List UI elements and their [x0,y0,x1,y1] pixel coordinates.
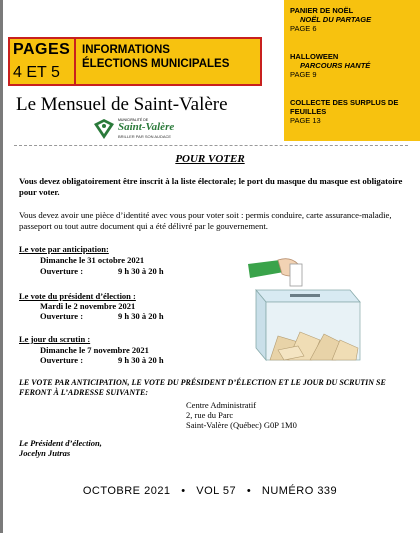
pages-topic-line2: ÉLECTIONS MUNICIPALES [82,58,230,70]
section-hours: 9 h 30 à 20 h [118,266,164,276]
logo-name: Saint-Valère [118,121,175,133]
issue-footer [0,485,420,497]
section-title: Le vote par anticipation: [19,244,109,254]
article-heading: POUR VOTER [175,153,245,165]
contents-item-page: PAGE 9 [290,70,317,79]
section-hours: 9 h 30 à 20 h [118,355,164,365]
paragraph-registration: Vous devez obligatoirement être inscrit à la liste électorale; le port du masque du masque est obligatoire pour voter. [19,176,403,197]
contents-panel [284,0,420,141]
divider [14,145,408,146]
pages-callout [8,37,262,86]
pages-number-cell [10,39,76,84]
contents-item [290,98,418,125]
newsletter-title: Le Mensuel de Saint-Valère [16,94,228,115]
logo-small-text: MUNICIPALITÉ DE [118,118,149,122]
ballot-box-illustration [228,250,378,368]
municipality-logo [92,118,178,140]
contents-item-title: PANIER DE NOËL [290,6,354,15]
contents-item-title: HALLOWEEN [290,52,339,61]
section-date: Dimanche le 31 octobre 2021 [40,255,145,265]
contents-item-page: PAGE 13 [290,116,321,125]
address-line: Saint-Valère (Québec) G0P 1M0 [186,420,297,430]
location-notice: LE VOTE PAR ANTICIPATION, LE VOTE DU PRÉSIDENT D’ÉLECTION ET LE JOUR DU SCRUTIN SE FERONT À L’ADRESSE SUIVANTE: [19,378,386,397]
contents-item [290,52,418,79]
section-title: Le vote du président d’élection : [19,291,136,301]
signature-role: Le Président d’élection, [19,438,102,448]
section-label: Ouverture : [40,355,84,365]
signature-name: Jocelyn Jutras [19,448,71,458]
footer-separator: • [181,485,186,497]
contents-item-subtitle: NOËL DU PARTAGE [300,15,372,24]
section-date: Dimanche le 7 novembre 2021 [40,345,149,355]
section-label: Ouverture : [40,311,84,321]
footer-volume: VOL 57 [196,485,237,497]
section-date: Mardi le 2 novembre 2021 [40,301,136,311]
pages-label: PAGES [13,41,71,58]
left-page-rule [0,0,3,533]
section-hours: 9 h 30 à 20 h [118,311,164,321]
section-label: Ouverture : [40,266,84,276]
footer-number: NUMÉRO 339 [261,485,338,497]
crest-icon [92,118,116,140]
address-line: 2, rue du Parc [186,410,234,420]
section-title: Le jour du scrutin : [19,334,91,344]
contents-item [290,6,418,33]
paragraph-identification: Vous devez avoir une pièce d’identité avec vous pour voter soit : permis conduire, carte assurance-maladie, passeport ou tout autre document qui a été délivré par le gouvernement. [19,210,392,231]
contents-item-title: COLLECTE DES SURPLUS DE FEUILLES [290,98,399,116]
contents-item-page: PAGE 6 [290,24,317,33]
address-line: Centre Administratif [186,400,257,410]
pages-numbers: 4 ET 5 [13,64,60,81]
logo-tagline: BRILLER PAR SON AUDACE [118,134,172,139]
footer-separator: • [246,485,252,497]
footer-month: OCTOBRE 2021 [82,485,171,497]
contents-item-subtitle: PARCOURS HANTÉ [300,61,371,70]
pages-topic [82,43,260,71]
pages-topic-line1: INFORMATIONS [82,44,170,56]
